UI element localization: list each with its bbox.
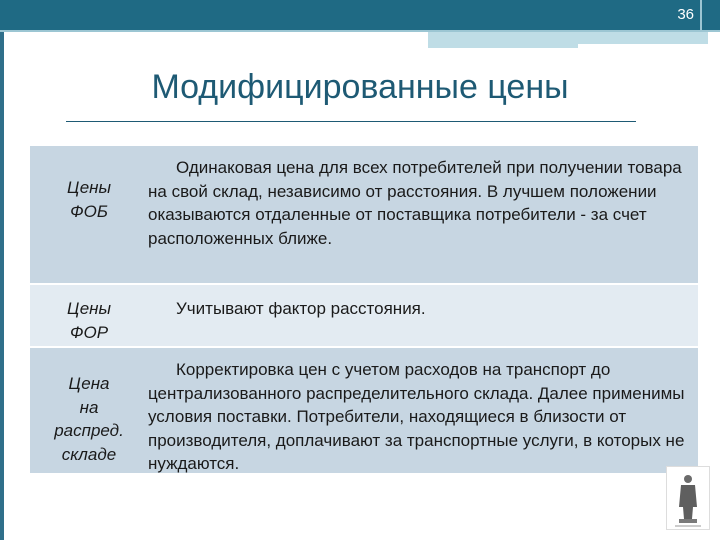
row-label: Цена на распред. складе [54,374,124,464]
header-bar [0,0,720,30]
row-description: Одинаковая цена для всех потребителей при получении товара на свой склад, независимо от расстояния. В лучшем положении оказываются отдаленные от поставщика потребители - за счет расположенных ближе. [148,158,682,248]
slide-number: 36 [677,6,694,23]
page-title: Модифицированные цены [151,68,569,106]
header-accent-small [428,44,578,48]
table-row [30,146,698,283]
header-accent [428,32,708,44]
row-label: Цены ФОБ [66,178,112,221]
table-row [30,346,698,473]
title-underline [66,121,636,122]
table-row [30,283,698,346]
row-description: Учитывают фактор расстояния. [176,299,426,318]
pricing-table [30,146,698,473]
header-vertical-line [700,0,702,30]
row-label: Цены ФОР [66,299,112,342]
row-description: Корректировка цен с учетом расходов на транспорт до централизованного распределительного склада. Далее применимы условия поставки. Потребители, находящиеся в близости от производителя, доплачивают за транспортные услуги, в которых не нуждаются. [148,360,685,473]
statue-emblem-icon [666,466,710,530]
